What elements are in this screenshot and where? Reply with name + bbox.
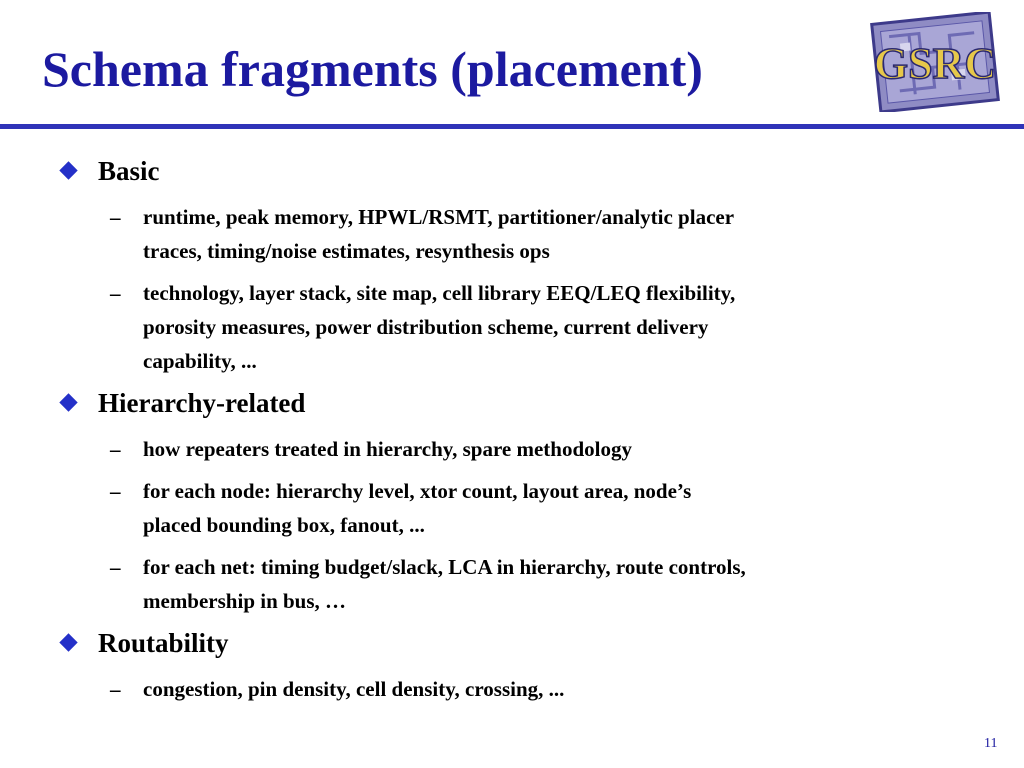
sub-bullet-text xyxy=(143,550,983,618)
logo-lettering: GSRC xyxy=(873,39,997,88)
dash-icon: – xyxy=(110,437,121,461)
sub-bullet-line: for each node: hierarchy level, xtor count, layout area, node’s xyxy=(143,479,692,503)
dash-icon: – xyxy=(110,555,121,579)
section-heading: Basic xyxy=(98,156,160,186)
dash-icon: – xyxy=(110,677,121,701)
diamond-bullet-icon xyxy=(59,393,77,411)
sub-bullet-text xyxy=(143,276,983,378)
section-heading: Hierarchy-related xyxy=(98,388,306,418)
slide-title: Schema fragments (placement) xyxy=(42,41,703,97)
sub-bullet-line: technology, layer stack, site map, cell library EEQ/LEQ flexibility, xyxy=(143,281,736,305)
diamond-bullet-icon xyxy=(59,161,77,179)
sub-bullet-line: how repeaters treated in hierarchy, spare methodology xyxy=(143,437,632,461)
dash-icon: – xyxy=(110,281,121,305)
sub-bullet-line: congestion, pin density, cell density, crossing, ... xyxy=(143,677,565,701)
sub-bullet-line: capability, ... xyxy=(143,349,257,373)
sub-bullet-line: for each net: timing budget/slack, LCA in hierarchy, route controls, xyxy=(143,555,746,579)
diamond-bullet-icon xyxy=(59,633,77,651)
section-heading: Routability xyxy=(98,628,229,658)
sub-bullet-line: runtime, peak memory, HPWL/RSMT, partitioner/analytic placer xyxy=(143,205,735,229)
sub-bullet-line: membership in bus, … xyxy=(143,589,347,613)
sub-bullet-line: placed bounding box, fanout, ... xyxy=(143,513,425,537)
page-number: 11 xyxy=(984,736,998,751)
sub-bullet-text xyxy=(143,200,983,268)
sub-bullet-line: traces, timing/noise estimates, resynthesis ops xyxy=(143,239,550,263)
sub-bullet-text xyxy=(143,432,983,466)
dash-icon: – xyxy=(110,205,121,229)
sub-bullet-line: porosity measures, power distribution scheme, current delivery xyxy=(143,315,709,339)
sub-bullet-text xyxy=(143,474,983,542)
dash-icon: – xyxy=(110,479,121,503)
sub-bullet-text xyxy=(143,672,983,706)
